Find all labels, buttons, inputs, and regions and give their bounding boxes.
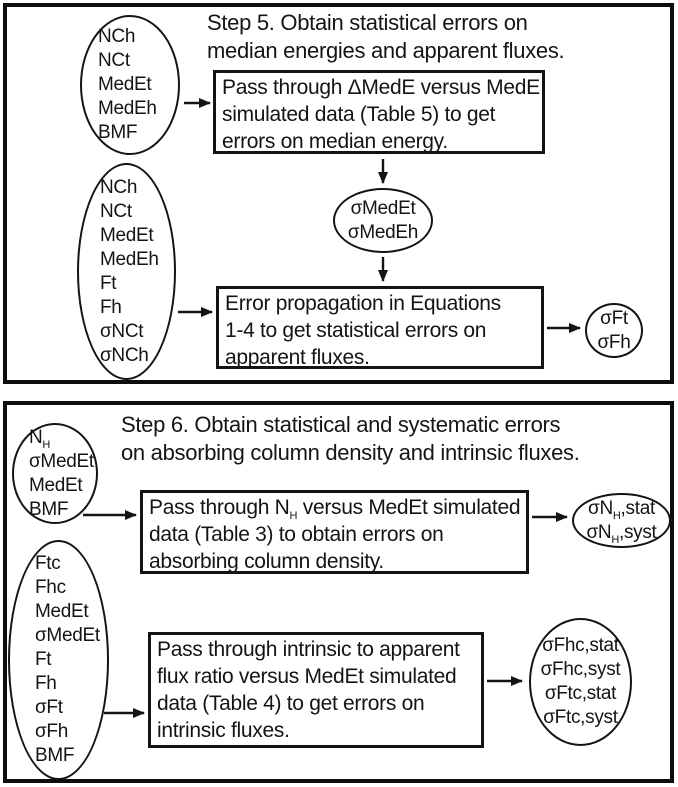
ellipse-item: Ft bbox=[35, 649, 52, 670]
ellipse-item: σNCt bbox=[100, 320, 144, 342]
process-line: absorbing column density. bbox=[149, 550, 384, 573]
step6-input1-ellipse bbox=[12, 423, 98, 524]
ellipse-item: BMF bbox=[29, 498, 69, 520]
subscript: H bbox=[612, 509, 621, 522]
subscript: H bbox=[289, 510, 298, 523]
process-line: simulated data (Table 5) to get bbox=[222, 103, 496, 126]
process-line: data (Table 3) to obtain errors on bbox=[149, 523, 444, 546]
ellipse-item: Fhc bbox=[35, 577, 66, 598]
ellipse-item: MedEt bbox=[98, 74, 152, 95]
ellipse-item: σFhc,stat bbox=[542, 635, 619, 656]
ellipse-item: σMedEt bbox=[29, 450, 94, 472]
process-line: Pass through $N_H$ versus MedEt simulated bbox=[149, 496, 521, 523]
subscript: H bbox=[611, 533, 619, 546]
step5-panel bbox=[3, 3, 674, 384]
step6-process2-box bbox=[148, 632, 484, 748]
ellipse-item: NCh bbox=[100, 176, 138, 198]
step5-process2-box bbox=[216, 286, 544, 369]
ellipse-item: MedEh bbox=[100, 248, 159, 270]
process-line: intrinsic fluxes. bbox=[157, 719, 290, 742]
ellipse-item: σFtc,stat bbox=[544, 683, 617, 704]
ellipse-item: BMF bbox=[35, 745, 75, 766]
process-line: errors on median energy. bbox=[222, 130, 448, 153]
ellipse-item: NCt bbox=[98, 50, 130, 71]
step5-intermediate-ellipse bbox=[333, 188, 433, 253]
ellipse-item: $\sigma N_H,syst$ bbox=[586, 521, 657, 546]
step5-title bbox=[207, 9, 564, 65]
ellipse-item: Ft bbox=[100, 272, 117, 294]
process-line: data (Table 4) to get errors on bbox=[157, 692, 425, 715]
step5-title-line2: median energies and apparent fluxes. bbox=[207, 38, 565, 63]
ellipse-item: σMedEh bbox=[347, 221, 419, 243]
step6-title bbox=[121, 411, 580, 467]
ellipse-item: σFh bbox=[35, 721, 68, 742]
ellipse-item: MedEt bbox=[100, 224, 154, 246]
ellipse-item: Fh bbox=[100, 296, 122, 318]
step5-input1-ellipse bbox=[80, 15, 180, 155]
ellipse-item: BMF bbox=[98, 122, 138, 143]
step6-panel bbox=[3, 401, 674, 783]
ellipse-item: MedEh bbox=[98, 98, 157, 119]
process-line: flux ratio versus MedEt simulated bbox=[157, 665, 457, 688]
step6-title-line1: Step 6. Obtain statistical and systematic errors bbox=[121, 412, 561, 437]
ellipse-item: σFt bbox=[35, 697, 63, 718]
step5-output-ellipse bbox=[585, 303, 643, 358]
ellipse-item: σMedEt bbox=[350, 197, 416, 219]
ellipse-item: $N_H$ bbox=[29, 426, 51, 451]
process-line: Pass through ΔMedE versus MedE bbox=[222, 76, 540, 99]
ellipse-item: σFh bbox=[597, 331, 631, 353]
ellipse-item: MedEt bbox=[29, 474, 83, 496]
ellipse-item: σMedEt bbox=[35, 625, 100, 646]
ellipse-item: NCh bbox=[98, 26, 136, 47]
step5-process1-box bbox=[213, 70, 545, 154]
process-line: Pass through intrinsic to apparent bbox=[157, 638, 460, 661]
step6-input2-ellipse bbox=[8, 540, 109, 780]
ellipse-item: Fh bbox=[35, 673, 57, 694]
ellipse-item: σFt bbox=[600, 307, 628, 329]
step6-output2-ellipse bbox=[529, 618, 632, 746]
step6-output1-ellipse bbox=[572, 493, 671, 548]
process-line: 1-4 to get statistical errors on bbox=[225, 319, 487, 342]
ellipse-item: NCt bbox=[100, 200, 132, 222]
process-line: apparent fluxes. bbox=[225, 346, 370, 369]
step6-process1-box bbox=[140, 490, 529, 574]
step5-title-line1: Step 5. Obtain statistical errors on bbox=[207, 10, 528, 35]
ellipse-item: σFtc,syst bbox=[543, 707, 618, 728]
subscript: H bbox=[42, 438, 51, 451]
ellipse-item: $\sigma N_H,stat$ bbox=[588, 497, 655, 522]
step6-title-line2: on absorbing column density and intrinsic fluxes. bbox=[121, 440, 580, 465]
ellipse-item: σNCh bbox=[100, 344, 149, 366]
ellipse-item: MedEt bbox=[35, 601, 89, 622]
ellipse-item: σFhc,syst bbox=[540, 659, 621, 680]
ellipse-item: Ftc bbox=[35, 553, 61, 574]
step5-input2-ellipse bbox=[77, 163, 176, 380]
process-line: Error propagation in Equations bbox=[225, 292, 501, 315]
